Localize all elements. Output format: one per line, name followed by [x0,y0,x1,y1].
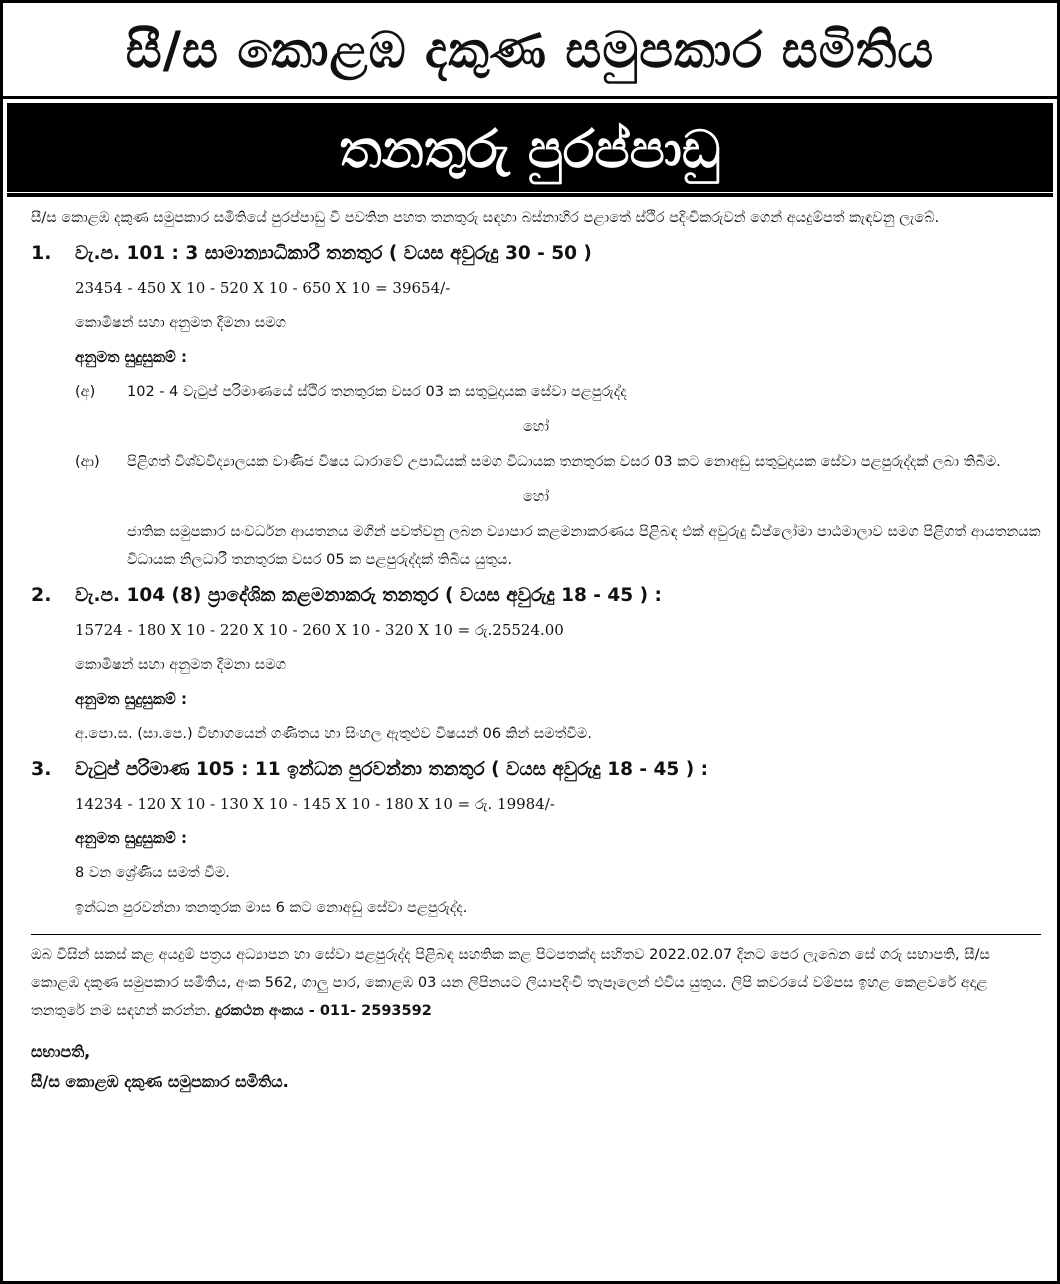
salary-scale: 14234 - 120 X 10 - 130 X 10 - 145 X 10 - 180 X 10 = රු. 19984/- [75,795,555,813]
item-heading [31,239,1041,268]
notice-body [3,197,1057,1097]
item-title: වැ.ප. 104 (8) ප්‍රාදේශික කළමනාකරු තනතුර ( වයස අවුරුදු 18 - 45 ) : [75,585,662,606]
salary-scale: 15724 - 180 X 10 - 220 X 10 - 260 X 10 - 320 X 10 = රු.25524.00 [75,621,564,639]
organization-name: සී/ස කොළඹ දකුණ සමුපකාර සමිතිය [125,20,935,79]
qualification-option-aa [75,448,1041,476]
qualifications-heading: අනුමත සුදුසුකම් : [75,829,188,847]
qualification-text: 8 වන ශ්‍රේණිය සමත් වීම. [75,865,230,881]
vacancy-item-1 [31,239,1041,574]
or-separator: හෝ [522,489,550,505]
signatory-role: සභාපති, [31,1042,91,1061]
qualification-option-extra [75,518,1041,574]
item-title: වැටුප් පරිමාණ 105 : 11 ඉන්ධන පුරවන්නා තනතුර ( වයස අවුරුදු 18 - 45 ) : [75,759,708,780]
item-heading [31,755,1041,784]
option-text: 102 - 4 වැටුප් පරිමාණයේ ස්ථිර තනතුරක වසර 03 ක සතුටුදායක සේවා පළපුරුද්ද [127,384,627,400]
banner [7,103,1053,197]
qualification-text: අ.පො.ස. (සා.පෙ.) විභාගයෙන් ගණිතය හා සිංහල ඇතුළුව විෂයන් 06 කින් සමත්වීම. [75,726,592,742]
closing-paragraph [31,934,1041,1025]
option-label: (ආ) [75,454,100,470]
item-heading [31,581,1041,610]
signature-block [31,1037,1041,1097]
signatory-organization: සී/ස කොළඹ දකුණ සමුපකාර සමිතිය. [31,1072,289,1091]
allowance-note: කොමිෂන් සහා අනුමත දීමනා සමග [75,657,287,673]
qualifications-heading: අනුමත සුදුසුකම් : [75,690,188,708]
banner-title: තනතුරු පුරප්පාඩු [339,120,721,180]
qualification-option-a [75,378,1041,406]
phone-number: දුරකථන අංකය - 011- 2593592 [215,1003,432,1019]
intro-paragraph: සී/ස කොළඹ දකුණ සමුපකාර සමිතියේ පුරප්පාඩු වී පවතින පහත තනතුරු සඳහා බස්නාහිර පළාතේ ස්ථිර පදිංචිකරුවන් ගෙන් අයදුම්පත් කැඳවනු ලැබේ. [31,210,940,226]
qualifications-heading: අනුමත සුදුසුකම් : [75,348,188,366]
or-separator: හෝ [522,419,550,435]
vacancy-item-3 [31,755,1041,922]
qualification-text: ඉන්ධන පුරවන්නා තනතුරක මාස 6 කට නොඅඩු සේවා පළපුරුද්ද. [75,900,468,916]
item-number: 3. [31,758,52,780]
salary-scale: 23454 - 450 X 10 - 520 X 10 - 650 X 10 = 39654/- [75,279,451,297]
option-text: පිළිගත් විශ්වවිද්‍යාලයක වාණිජ විෂය ධාරාවේ උපාධියක් සමග විධායක තනතුරක වසර 03 කට නොඅඩු සතුටුදායක සේවා පළපුරුද්දක් ලබා තිබීම. [127,454,1001,470]
option-label: (අ) [75,384,96,400]
header [3,3,1057,99]
allowance-note: කොමිෂන් සහා අනුමත දීමනා සමග [75,315,287,331]
vacancy-item-2 [31,581,1041,748]
option-text: ජාතික සමුපකාර සංවර්ධන ආයතනය මගින් පවත්වනු ලබන ව්‍යාපාර කළමනාකරණය පිළිබඳ එක් අවුරුදු ඩිප්ලෝමා පාඨමාලාව සමග පිළිගත් ආයතනයක විධායක නිලධාරී තනතුරක වසර 05 ක පළපුරුද්දක් තිබිය යුතුය. [127,524,1041,568]
closing-text: ඔබ විසින් සකස් කළ අයදුම් පත්‍රය අධ්‍යාපන හා සේවා පළපුරුද්ද පිළිබඳ සහතික කළ පිටපතක්ද සහිතව 2022.02.07 දිනට පෙර ලැබෙන සේ ගරු සභාපති, සී/ස කොළඹ දකුණ සමුපකාර සමිතිය, අංක 562, ගාලු පාර, කොළඹ 03 යන ලිපිනයට ලියාපදිංචි තැපෑලෙන් එවිය යුතුය. ලිපි කවරයේ වම්පස ඉහළ කෙළවරේ අදාළ තනතුරේ නම සඳහන් කරන්න. [31,947,990,1019]
item-number: 1. [31,242,52,264]
item-number: 2. [31,584,52,606]
item-title: වැ.ප. 101 : 3 සාමාන්‍යාධිකාරී තනතුර ( වයස අවුරුදු 30 - 50 ) [75,243,592,264]
